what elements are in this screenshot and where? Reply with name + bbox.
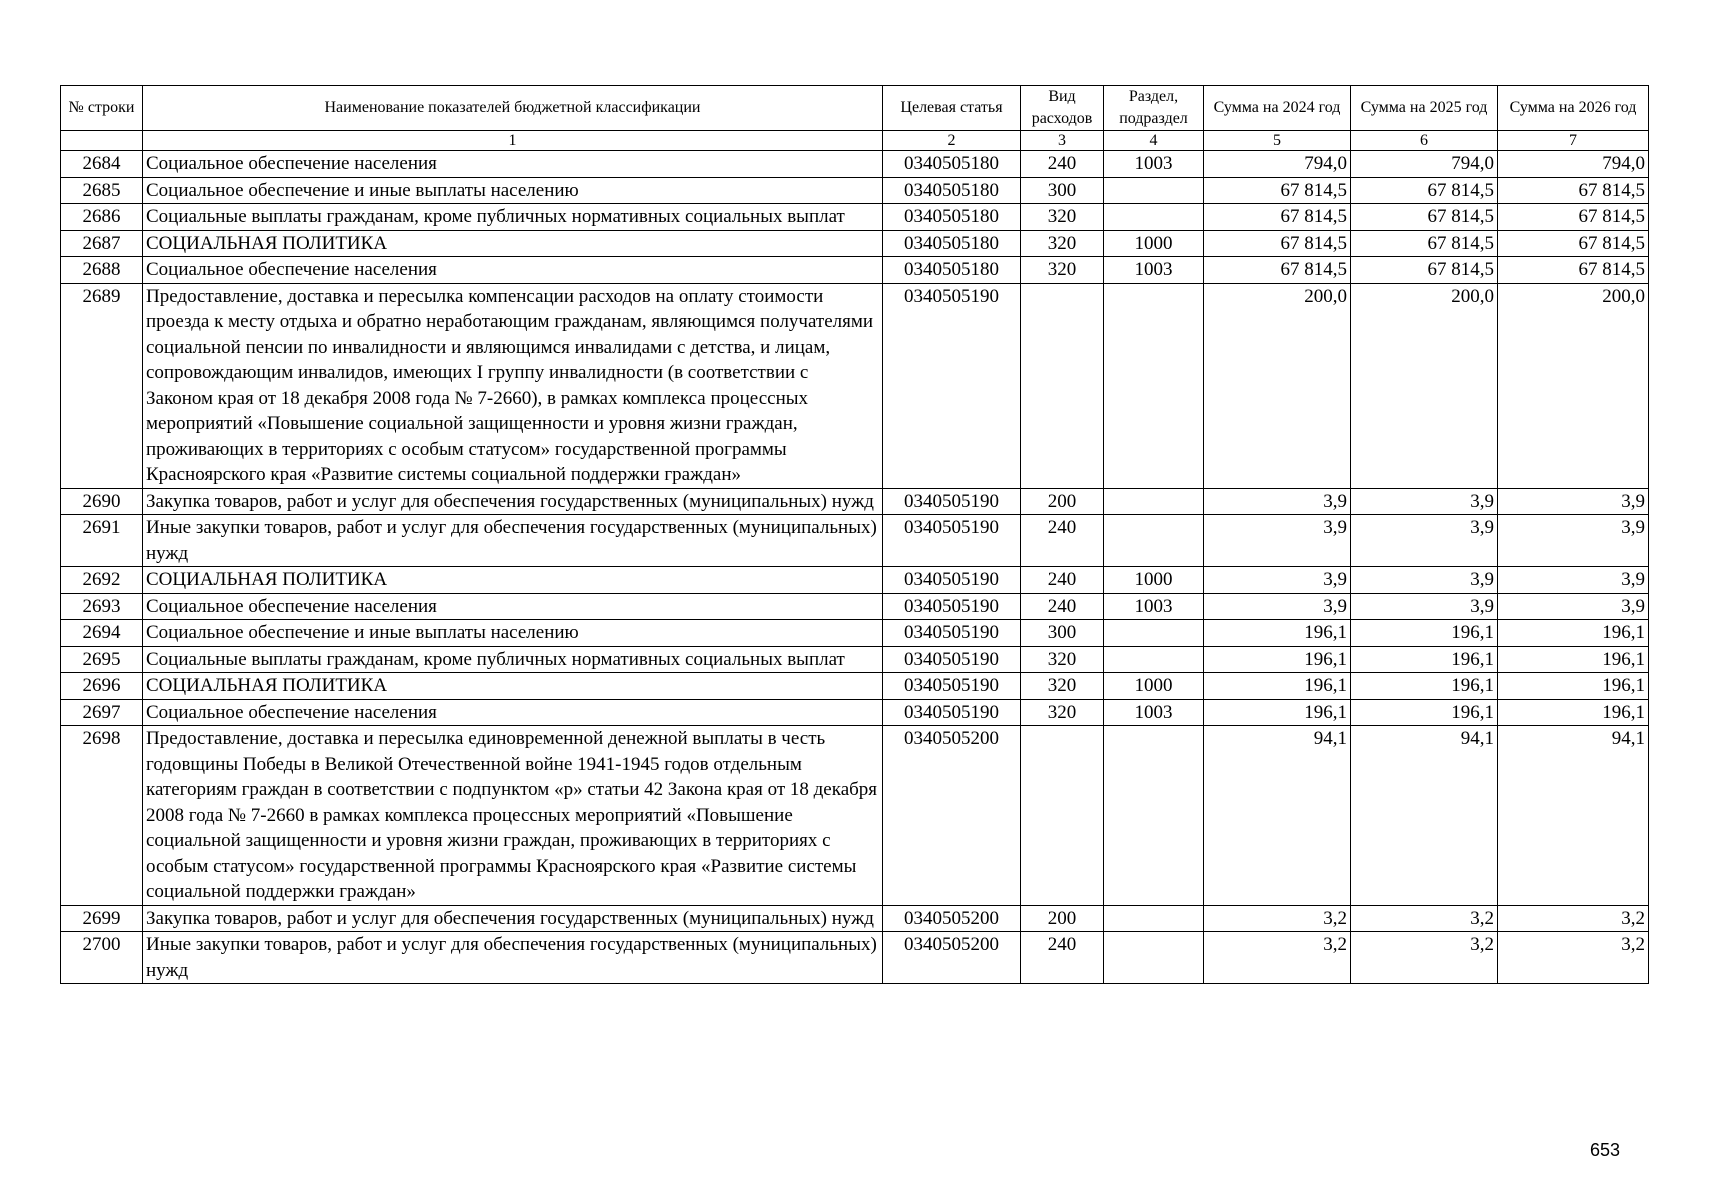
expense-type-cell: 300	[1021, 620, 1104, 647]
sum-2025-cell: 196,1	[1351, 673, 1498, 700]
table-row	[61, 620, 1649, 647]
sum-2024-cell: 67 814,5	[1204, 257, 1351, 284]
expense-type-cell	[1021, 726, 1104, 906]
column-number: 4	[1104, 131, 1204, 151]
row-number-cell: 2691	[61, 515, 143, 567]
sum-2024-cell: 3,9	[1204, 593, 1351, 620]
section-code-cell	[1104, 932, 1204, 984]
column-number: 3	[1021, 131, 1104, 151]
indicator-name-cell: Иные закупки товаров, работ и услуг для обеспечения государственных (муниципальных) нужд	[143, 515, 883, 567]
sum-2026-cell: 3,9	[1498, 515, 1649, 567]
sum-2026-cell: 196,1	[1498, 699, 1649, 726]
sum-2024-cell: 196,1	[1204, 620, 1351, 647]
table-row	[61, 567, 1649, 594]
row-number-cell: 2697	[61, 699, 143, 726]
target-article-cell: 0340505200	[883, 905, 1021, 932]
table-body	[61, 151, 1649, 984]
sum-2025-cell: 196,1	[1351, 646, 1498, 673]
indicator-name-cell: Социальные выплаты гражданам, кроме публичных нормативных социальных выплат	[143, 646, 883, 673]
page-number: 653	[1590, 1140, 1621, 1160]
sum-2026-cell: 3,9	[1498, 488, 1649, 515]
sum-2025-cell: 3,9	[1351, 488, 1498, 515]
expense-type-cell: 240	[1021, 515, 1104, 567]
sum-2025-cell: 3,9	[1351, 593, 1498, 620]
sum-2025-cell: 196,1	[1351, 620, 1498, 647]
section-code-cell	[1104, 488, 1204, 515]
indicator-name-cell: СОЦИАЛЬНАЯ ПОЛИТИКА	[143, 673, 883, 700]
target-article-cell: 0340505190	[883, 567, 1021, 594]
row-number-cell: 2699	[61, 905, 143, 932]
column-number: 6	[1351, 131, 1498, 151]
sum-2025-cell: 3,2	[1351, 905, 1498, 932]
expense-type-cell: 240	[1021, 151, 1104, 178]
sum-2026-cell: 67 814,5	[1498, 177, 1649, 204]
target-article-cell: 0340505180	[883, 177, 1021, 204]
sum-2026-cell: 67 814,5	[1498, 230, 1649, 257]
table-row	[61, 283, 1649, 488]
row-number-cell: 2685	[61, 177, 143, 204]
target-article-cell: 0340505180	[883, 151, 1021, 178]
target-article-cell: 0340505200	[883, 932, 1021, 984]
table-row	[61, 932, 1649, 984]
section-code-cell: 1000	[1104, 673, 1204, 700]
indicator-name-cell: Социальное обеспечение населения	[143, 593, 883, 620]
section-code-cell	[1104, 283, 1204, 488]
sum-2024-cell: 196,1	[1204, 646, 1351, 673]
sum-2026-cell: 3,9	[1498, 567, 1649, 594]
target-article-cell: 0340505180	[883, 230, 1021, 257]
column-number: 7	[1498, 131, 1649, 151]
sum-2026-cell: 67 814,5	[1498, 257, 1649, 284]
target-article-cell: 0340505190	[883, 283, 1021, 488]
indicator-name-cell: Социальное обеспечение населения	[143, 257, 883, 284]
expense-type-cell: 320	[1021, 204, 1104, 231]
sum-2024-cell: 196,1	[1204, 673, 1351, 700]
sum-2025-cell: 3,2	[1351, 932, 1498, 984]
budget-table	[60, 85, 1649, 984]
header-section: Раздел, подраздел	[1104, 86, 1204, 131]
sum-2025-cell: 67 814,5	[1351, 230, 1498, 257]
expense-type-cell: 300	[1021, 177, 1104, 204]
table-row	[61, 204, 1649, 231]
table-row	[61, 230, 1649, 257]
budget-table-sheet	[60, 85, 1648, 984]
section-code-cell	[1104, 726, 1204, 906]
sum-2024-cell: 196,1	[1204, 699, 1351, 726]
sum-2026-cell: 67 814,5	[1498, 204, 1649, 231]
sum-2024-cell: 3,9	[1204, 488, 1351, 515]
section-code-cell: 1000	[1104, 567, 1204, 594]
sum-2024-cell: 3,2	[1204, 905, 1351, 932]
sum-2025-cell: 94,1	[1351, 726, 1498, 906]
section-code-cell: 1003	[1104, 257, 1204, 284]
table-row	[61, 726, 1649, 906]
column-number	[61, 131, 143, 151]
sum-2024-cell: 67 814,5	[1204, 230, 1351, 257]
indicator-name-cell: Социальное обеспечение и иные выплаты населению	[143, 177, 883, 204]
section-code-cell	[1104, 204, 1204, 231]
expense-type-cell: 240	[1021, 932, 1104, 984]
target-article-cell: 0340505180	[883, 257, 1021, 284]
section-code-cell	[1104, 646, 1204, 673]
indicator-name-cell: Предоставление, доставка и пересылка компенсации расходов на оплату стоимости проезда к месту отдыха и обратно неработающим гражданам, являющимся получателями социальной пенсии по инвалидности и являющимся инвалидами с детства, и лицам, сопровождающим инвалидов, имеющих I группу инвалидности (в соответствии с Законом края от 18 декабря 2008 года № 7-2660), в рамках комплекса процессных мероприятий «Повышение социальной защищенности и уровня жизни граждан, проживающих в территориях с особым статусом» государственной программы Красноярского края «Развитие системы социальной поддержки граждан»	[143, 283, 883, 488]
row-number-cell: 2686	[61, 204, 143, 231]
indicator-name-cell: Закупка товаров, работ и услуг для обеспечения государственных (муниципальных) нужд	[143, 488, 883, 515]
section-code-cell: 1003	[1104, 151, 1204, 178]
sum-2026-cell: 196,1	[1498, 620, 1649, 647]
row-number-cell: 2690	[61, 488, 143, 515]
row-number-cell: 2698	[61, 726, 143, 906]
sum-2026-cell: 94,1	[1498, 726, 1649, 906]
expense-type-cell: 200	[1021, 905, 1104, 932]
header-expense-type: Вид расходов	[1021, 86, 1104, 131]
row-number-cell: 2700	[61, 932, 143, 984]
table-row	[61, 515, 1649, 567]
target-article-cell: 0340505190	[883, 488, 1021, 515]
header-row-number: № строки	[61, 86, 143, 131]
sum-2025-cell: 200,0	[1351, 283, 1498, 488]
sum-2024-cell: 200,0	[1204, 283, 1351, 488]
row-number-cell: 2687	[61, 230, 143, 257]
target-article-cell: 0340505190	[883, 593, 1021, 620]
indicator-name-cell: Предоставление, доставка и пересылка единовременной денежной выплаты в честь годовщины Победы в Великой Отечественной войне 1941-1945 годов отдельным категориям граждан в соответствии с подпунктом «р» статьи 42 Закона края от 18 декабря 2008 года № 7-2660 в рамках комплекса процессных мероприятий «Повышение социальной защищенности и уровня жизни граждан, проживающих в территориях с особым статусом» государственной программы Красноярского края «Развитие системы социальной поддержки граждан»	[143, 726, 883, 906]
indicator-name-cell: СОЦИАЛЬНАЯ ПОЛИТИКА	[143, 567, 883, 594]
section-code-cell	[1104, 905, 1204, 932]
row-number-cell: 2688	[61, 257, 143, 284]
row-number-cell: 2694	[61, 620, 143, 647]
sum-2024-cell: 3,9	[1204, 515, 1351, 567]
table-row	[61, 905, 1649, 932]
header-sum-2025: Сумма на 2025 год	[1351, 86, 1498, 131]
target-article-cell: 0340505190	[883, 515, 1021, 567]
sum-2025-cell: 67 814,5	[1351, 257, 1498, 284]
table-row	[61, 257, 1649, 284]
sum-2024-cell: 3,9	[1204, 567, 1351, 594]
indicator-name-cell: Иные закупки товаров, работ и услуг для обеспечения государственных (муниципальных) нужд	[143, 932, 883, 984]
table-row	[61, 646, 1649, 673]
column-number: 1	[143, 131, 883, 151]
target-article-cell: 0340505190	[883, 620, 1021, 647]
table-row	[61, 177, 1649, 204]
row-number-cell: 2692	[61, 567, 143, 594]
sum-2024-cell: 94,1	[1204, 726, 1351, 906]
table-row	[61, 488, 1649, 515]
indicator-name-cell: Социальные выплаты гражданам, кроме публичных нормативных социальных выплат	[143, 204, 883, 231]
indicator-name-cell: Социальное обеспечение населения	[143, 151, 883, 178]
expense-type-cell: 320	[1021, 230, 1104, 257]
expense-type-cell: 320	[1021, 257, 1104, 284]
expense-type-cell: 240	[1021, 593, 1104, 620]
sum-2026-cell: 196,1	[1498, 673, 1649, 700]
header-target-article: Целевая статья	[883, 86, 1021, 131]
table-header-row	[61, 86, 1649, 131]
target-article-cell: 0340505190	[883, 646, 1021, 673]
section-code-cell	[1104, 177, 1204, 204]
header-indicator-name: Наименование показателей бюджетной классификации	[143, 86, 883, 131]
sum-2026-cell: 3,2	[1498, 905, 1649, 932]
expense-type-cell: 320	[1021, 646, 1104, 673]
expense-type-cell: 320	[1021, 699, 1104, 726]
section-code-cell	[1104, 620, 1204, 647]
indicator-name-cell: СОЦИАЛЬНАЯ ПОЛИТИКА	[143, 230, 883, 257]
sum-2025-cell: 196,1	[1351, 699, 1498, 726]
row-number-cell: 2693	[61, 593, 143, 620]
target-article-cell: 0340505190	[883, 673, 1021, 700]
sum-2024-cell: 794,0	[1204, 151, 1351, 178]
indicator-name-cell: Социальное обеспечение и иные выплаты населению	[143, 620, 883, 647]
section-code-cell: 1003	[1104, 699, 1204, 726]
header-sum-2024: Сумма на 2024 год	[1204, 86, 1351, 131]
row-number-cell: 2696	[61, 673, 143, 700]
sum-2024-cell: 67 814,5	[1204, 204, 1351, 231]
sum-2025-cell: 794,0	[1351, 151, 1498, 178]
sum-2024-cell: 67 814,5	[1204, 177, 1351, 204]
sum-2025-cell: 67 814,5	[1351, 204, 1498, 231]
indicator-name-cell: Закупка товаров, работ и услуг для обеспечения государственных (муниципальных) нужд	[143, 905, 883, 932]
target-article-cell: 0340505200	[883, 726, 1021, 906]
column-number: 5	[1204, 131, 1351, 151]
sum-2026-cell: 794,0	[1498, 151, 1649, 178]
sum-2026-cell: 196,1	[1498, 646, 1649, 673]
expense-type-cell	[1021, 283, 1104, 488]
indicator-name-cell: Социальное обеспечение населения	[143, 699, 883, 726]
header-sum-2026: Сумма на 2026 год	[1498, 86, 1649, 131]
row-number-cell: 2684	[61, 151, 143, 178]
target-article-cell: 0340505190	[883, 699, 1021, 726]
expense-type-cell: 240	[1021, 567, 1104, 594]
sum-2026-cell: 3,9	[1498, 593, 1649, 620]
sum-2026-cell: 200,0	[1498, 283, 1649, 488]
sum-2024-cell: 3,2	[1204, 932, 1351, 984]
section-code-cell: 1000	[1104, 230, 1204, 257]
table-row	[61, 699, 1649, 726]
table-row	[61, 673, 1649, 700]
table-row	[61, 151, 1649, 178]
table-row	[61, 593, 1649, 620]
expense-type-cell: 320	[1021, 673, 1104, 700]
column-number: 2	[883, 131, 1021, 151]
sum-2025-cell: 67 814,5	[1351, 177, 1498, 204]
row-number-cell: 2695	[61, 646, 143, 673]
row-number-cell: 2689	[61, 283, 143, 488]
sum-2025-cell: 3,9	[1351, 567, 1498, 594]
column-number-row	[61, 131, 1649, 151]
section-code-cell	[1104, 515, 1204, 567]
expense-type-cell: 200	[1021, 488, 1104, 515]
sum-2025-cell: 3,9	[1351, 515, 1498, 567]
target-article-cell: 0340505180	[883, 204, 1021, 231]
sum-2026-cell: 3,2	[1498, 932, 1649, 984]
section-code-cell: 1003	[1104, 593, 1204, 620]
